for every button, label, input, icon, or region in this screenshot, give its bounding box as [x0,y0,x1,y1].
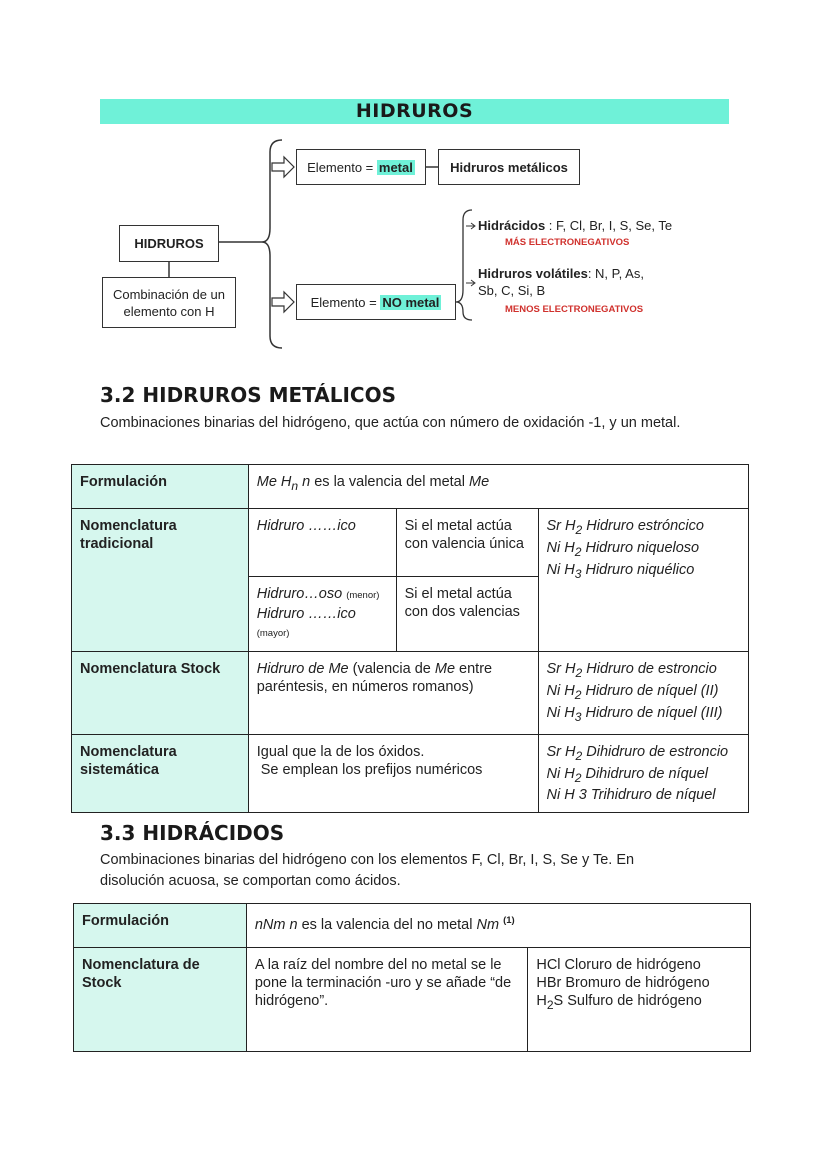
hidruros-metalicos-table [71,464,749,813]
table-row [72,465,749,509]
stock-desc: Hidruro de Me (valencia de Me entre paréntesis, en números romanos) [248,652,538,735]
formulacion-label-33: Formulación [74,904,247,948]
nometal-prefix: Elemento = [310,294,381,310]
nometal-box [296,284,456,320]
trad-dos-desc: Si el metal actúa con dos valencias [396,577,538,652]
metal-result-box [438,149,580,185]
hidracidos-examples: HCl Cloruro de hidrógeno HBr Bromuro de hidrógeno $H_2S$ Sulfuro de hidrógeno [528,948,751,1052]
hidracidos-elements: : F, Cl, Br, I, S, Se, Te [545,218,673,233]
table-row [72,509,749,577]
root-label: HIDRUROS [134,236,204,251]
formulacion-value: Me $H_n$ n es la valencia del metal Me [248,465,748,509]
stock-label-33: Nomenclatura de Stock [74,948,247,1052]
diagram-title: HIDRUROS [100,99,729,124]
hidracidos-line [478,218,672,233]
volatiles-line [478,265,644,299]
hidracidos-label: Hidrácidos [478,218,546,233]
root-desc: Combinación de un elemento con H [112,286,226,319]
metal-highlight: metal [378,159,413,175]
section-33-heading: 3.3 HIDRÁCIDOS [100,821,285,845]
sist-desc: Igual que la de los óxidos. Se emplean los prefijos numéricos [248,734,538,813]
formulacion-value-33: nNm n es la valencia del no metal Nm $^{(1)}$ [246,904,750,948]
menos-electronegativos: MENOS ELECTRONEGATIVOS [505,304,644,315]
sist-label: Nomenclatura sistemática [72,734,249,813]
root-desc-box [102,277,236,328]
trad-examples: Sr $H_2$ Hidruro estróncico Ni $H_2$ Hidruro niqueloso Ni $H_3$ Hidruro niquélico [538,509,748,652]
table-row [74,948,751,1052]
table-row [72,652,749,735]
formulacion-label: Formulación [72,465,249,509]
nometal-highlight: NO metal [382,294,440,310]
stock-examples: Sr $H_2$ Hidruro de estroncio Ni $H_2$ Hidruro de níquel (II) Ni $H_3$ Hidruro de níquel (III) [538,652,748,735]
hidracidos-table [73,903,751,1052]
section-32-heading: 3.2 HIDRUROS METÁLICOS [100,383,396,407]
root-box [119,225,219,262]
volatiles-label: Hidruros volátiles [478,266,588,281]
metal-result: Hidruros metálicos [450,159,568,175]
metal-prefix: Elemento = [307,159,377,175]
trad-ico: Hidruro ……ico [248,509,396,577]
section-33-intro: Combinaciones binarias del hidrógeno con los elementos F, Cl, Br, I, S, Se y Te. En disolución acuosa, se comportan como ácidos. [100,852,635,889]
section-32-intro: Combinaciones binarias del hidrógeno, que actúa con número de oxidación -1, y un metal. [100,415,681,431]
table-row [72,734,749,813]
mas-electronegativos: MÁS ELECTRONEGATIVOS [505,237,630,248]
sist-examples: Sr $H_2$ Dihidruro de estroncio Ni $H_2$ Dihidruro de níquel Ni H 3 Trihidruro de níquel [538,734,748,813]
stock-label: Nomenclatura Stock [72,652,249,735]
metal-box [296,149,426,185]
volatiles-elements-1: : N, P, As, [587,266,644,281]
stock-desc-33: A la raíz del nombre del no metal se le pone la terminación -uro y se añade “de hidrógeno”. [246,948,528,1052]
trad-label: Nomenclatura tradicional [72,509,249,652]
trad-dos-valencias: Hidruro…oso (menor) Hidruro ……ico (mayor) [248,577,396,652]
volatiles-elements-2: Sb, C, Si, B [478,283,546,298]
trad-ico-desc: Si el metal actúa con valencia única [396,509,538,577]
table-row [74,904,751,948]
